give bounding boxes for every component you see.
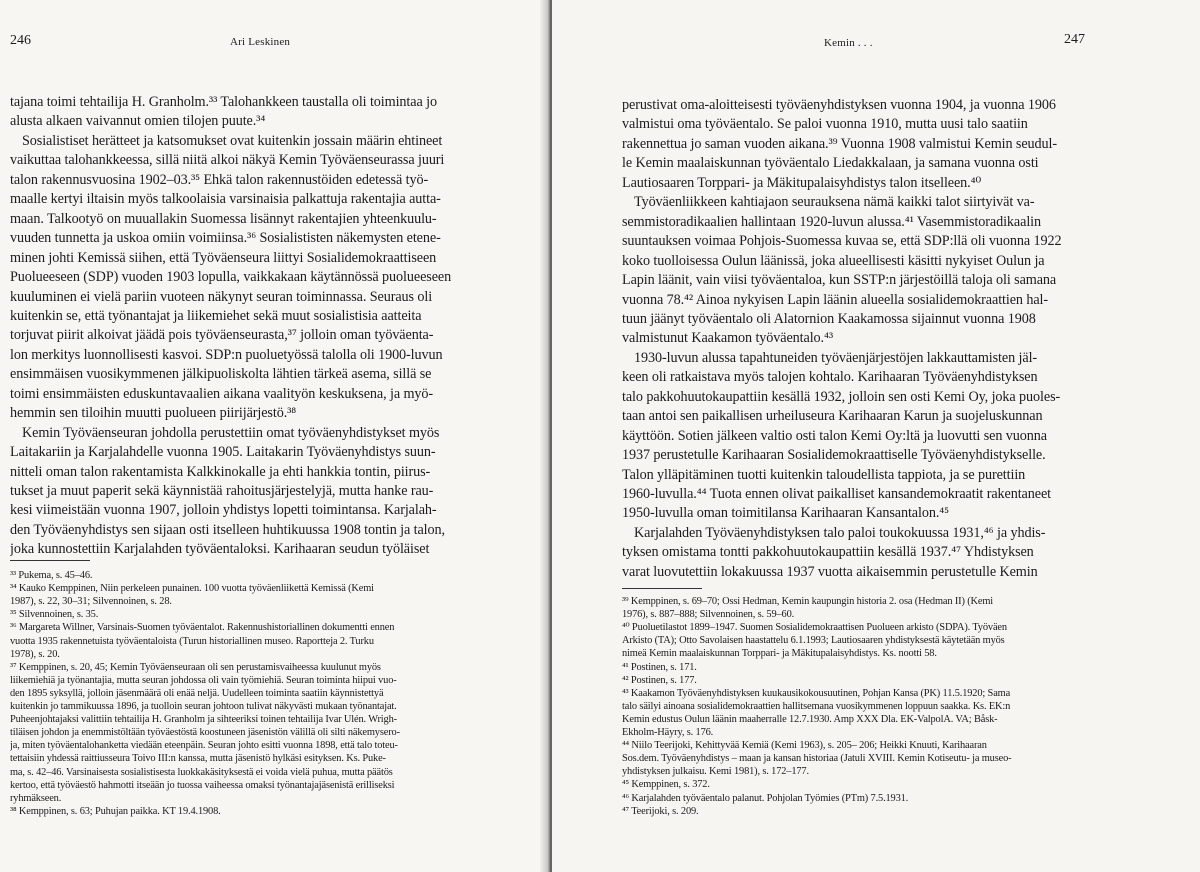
body-line: taan antoi sen paikallisen urheiluseura Karihaaran Karun ja suojeluskunnan — [622, 408, 1043, 425]
body-line: kuitenkin se, että työnantajat ja liikemiehet sekä muut sosialistisia aatteita — [10, 307, 422, 324]
body-line: maan. Talkootyö on muuallakin Suomessa lisännyt rakentajien yhteenkuulu- — [10, 210, 437, 227]
footnote-line: liikemiehiä ja työnantajia, mutta seuran johdossa oli vain työmiehiä. Seuran toiminta hiipui vuo- — [10, 674, 397, 686]
footnote-line: ⁴¹ Postinen, s. 171. — [622, 661, 697, 673]
body-line: vaikuttaa talohankkeessa, sillä niitä alkoi näkyä Kemin Työväenseurassa juuri — [10, 152, 445, 169]
page-number: 246 — [10, 33, 31, 48]
body-line: Kemin Työväenseuran johdolla perustettiin omat työväenyhdistykset myös — [22, 424, 440, 441]
footnote-line: Kemin edustus Oulun läänin maaherralle 12.7.1930. Amp XXX Dla. EK-ValpolA. VA; Båsk- — [622, 713, 998, 725]
footnote-line: vuotta 1935 rakennetuista työväentaloista (Turun historiallinen museo. Raportteja 2. Turku — [10, 635, 374, 647]
body-line: Talon ylläpitäminen tuotti kuitenkin taloudellista tappiota, ja se purettiin — [622, 466, 1026, 483]
body-line: alusta alkaen vaivannut omien tilojen puute.³⁴ — [10, 113, 266, 130]
footnote-line: ⁴² Postinen, s. 177. — [622, 674, 697, 686]
footnote-line: ³⁴ Kauko Kemppinen, Niin perkeleen punainen. 100 vuotta työväenliikettä Kemissä (Kemi — [10, 583, 374, 595]
footnote-line: ⁴⁵ Kemppinen, s. 372. — [622, 779, 710, 791]
body-line: Laitakariin ja Karjalahdelle vuonna 1905. Laitakarin Työväenyhdistys suun- — [10, 444, 436, 461]
right-page — [552, 0, 1200, 872]
body-line: valmistunut Kaakamon työväentalo.⁴³ — [622, 330, 833, 347]
footnote-line: Ekholm-Häyry, s. 176. — [622, 727, 714, 738]
footnote-line: nimeä Kemin maalaiskunnan Torppari- ja Mäkitupalaisyhdistys. Ks. nootti 58. — [622, 648, 937, 660]
body-line: tukset ja muut paperit sekä käynnistää rahoitusjärjestelyjä, mutta hanke rau- — [10, 483, 434, 499]
footnote-line: ³⁶ Margareta Willner, Varsinais-Suomen työväentalot. Rakennushistoriallinen dokumentti ennen — [10, 622, 395, 634]
footnote-rule — [622, 588, 702, 589]
body-line: 1930-luvun alussa tapahtuneiden työväenjärjestöjen lakkauttamisten jäl- — [634, 349, 1038, 366]
body-line: torjuvat piirit alkoivat jäädä pois työväenseurasta,³⁷ jolloin oman työväenta- — [10, 327, 434, 344]
footnote-line: kuitenkin jo tammikuussa 1896, ja tuolloin seuran johtoon tulivat näkyvästi mukaan työnantajat. — [10, 701, 397, 712]
body-line: tuun jäänyt työväentalo oli Alatornion Kaakamossa sijainnut vuonna 1908 — [622, 310, 1036, 327]
footnote-line: tiläisen johdon ja enemmistöltään työväestöstä koostuneen jäsenistön välillä oli silti näkemyserо- — [10, 727, 400, 739]
body-line: Sosialistiset herätteet ja katsomukset ovat kuitenkin jossain määrin ehtineet — [22, 132, 443, 149]
body-line: le Kemin maalaiskunnan työväentalo Liedakkalaan, ja samana vuonna osti — [622, 155, 1039, 172]
body-line: Työväenliikkeen kahtiajaon seurauksena nämä kaikki talot siirtyivät va- — [634, 194, 1035, 211]
footnote-rule — [10, 560, 90, 561]
body-line: koko tuolloisessa Oulun läänissä, joka alueellisesti käsitti nykyiset Oulun ja — [622, 252, 1045, 269]
body-line: vuonna 78.⁴² Ainoa nykyisen Lapin läänin alueella sosialidemokraattien hal- — [622, 291, 1049, 308]
body-line: 1937 perustetulle Karihaaran Sosialidemokraattiselle Työväenyhdistykselle. — [622, 447, 1046, 464]
footnote-line: ryhmäkseen. — [10, 792, 62, 804]
body-line: toimi ensimmäisten eduskuntavaalien aikana vaalityön keskuksena, ja myö- — [10, 385, 434, 402]
left-page — [0, 0, 548, 872]
body-line: talon rakennusvuosina 1902–03.³⁵ Ehkä talon rakennustöiden edetessä työ- — [10, 171, 429, 188]
body-line: kuuluminen ei vielä pariin vuoteen näkynyt seuran toiminnassa. Seuraus oli — [10, 288, 433, 305]
footnote-line: kertoo, että työväestö hahmotti itseään jo tuossa vaiheessa omaksi työnantajajäsenistä erilliseksi — [10, 779, 395, 791]
running-head: Kemin . . . — [824, 37, 873, 49]
body-line: ensimmäisen vuosikymmenen jälkipuoliskolta lähtien tärkeä asema, sillä se — [10, 366, 432, 383]
body-line: valmistui oma työväentalo. Se paloi vuonna 1910, mutta uusi talo saatiin — [622, 116, 1028, 133]
body-line: maalle kertyi iltaisin myös talkoolaisia varsinaisia palkattuja rakentajia autta- — [10, 191, 441, 208]
body-line: hemmin sen tiloihin muutti puolueen piirijärjestö.³⁸ — [10, 405, 297, 422]
body-line: Puolueeseen (SDP) vuoden 1903 lopulla, vaikkakaan käytännössä puolueeseen — [10, 269, 452, 286]
footnote-line: 1976), s. 887–888; Silvennoinen, s. 59–60. — [622, 609, 795, 621]
body-line: kesi viimeistään vuonna 1907, jolloin yhdistys lopetti toimintansa. Karjalah- — [10, 502, 437, 519]
body-line: 1960-luvulla.⁴⁴ Tuota ennen olivat paikalliset kansandemokraatit rakentaneet — [622, 486, 1051, 502]
footnote-line: yhdistyksen julkaisu. Kemi 1981), s. 172–177. — [622, 766, 809, 778]
body-line: Lautiosaaren Torppari- ja Mäkitupalaisyhdistys talon itselleen.⁴⁰ — [622, 174, 982, 191]
footnote-line: ³⁵ Silvennoinen, s. 35. — [10, 609, 99, 621]
body-line: joka kunnostettiin Karjalahden työväentaloksi. Karihaaran seudun työläiset — [10, 541, 430, 558]
body-line: käyttöön. Sotien jälkeen valtio osti talon Kemi Oy:ltä ja luovutti sen vuonna — [622, 427, 1047, 444]
footnote-line: Arkisto (TA); Otto Savolaisen haastattelu 6.1.1993; Lautiosaaren yhdistyksestä käytetään myös — [622, 635, 1005, 647]
footnote-line: talo säilyi ainoana sosialidemokraattien hallitsemana vuosikymmenen loppuun saakka. Ks. EK:n — [622, 700, 1011, 712]
body-line: talo pakkohuutokaupattiin kesällä 1932, jolloin sen osti Kemi Oy, joka puoles- — [622, 388, 1061, 405]
body-line: lon merkitys luonnollisesti kasvoi. SDP:n puoluetyössä talolla oli 1900-luvun — [10, 346, 443, 363]
footnote-line: den 1895 syksyllä, jolloin jäsenmäärä oli enää neljä. Uudelleen toiminta saatiin käynnistettyä — [10, 687, 384, 699]
body-line: tyksen omistama tontti pakkohuutokaupattiin kesällä 1937.⁴⁷ Yhdistyksen — [622, 544, 1034, 561]
body-line: Karjalahden Työväenyhdistyksen talo paloi toukokuussa 1931,⁴⁶ ja yhdis- — [634, 524, 1046, 541]
footnote-line: 1987), s. 22, 30–31; Silvennoinen, s. 28. — [10, 596, 172, 608]
body-line: den Työväenyhdistys sen sijaan osti itselleen huhtikuussa 1908 tontin ja talon, — [10, 521, 445, 538]
body-line: tajana toimi tehtailija H. Granholm.³³ Talohankkeen taustalla oli toimintaa jo — [10, 94, 437, 110]
body-line: perustivat oma-aloitteisesti työväenyhdistyksen vuonna 1904, ja vuonna 1906 — [622, 97, 1056, 113]
body-line: keen oli ratkaistava myös talojen kohtalo. Karihaaran Työväenyhdistyksen — [622, 369, 1038, 386]
footnote-line: ³⁷ Kemppinen, s. 20, 45; Kemin Työväenseuraan oli sen perustamisvaiheessa kuulunut myös — [10, 661, 381, 673]
running-head: Ari Leskinen — [230, 36, 291, 48]
body-line: Lapin läänit, vain viisi työväentaloa, kun SSTP:n järjestöillä taloja oli samana — [622, 272, 1057, 289]
body-line: nitteli oman talon rakentamista Kalkkinokalle ja ehti hankkia tontin, piirus- — [10, 463, 431, 480]
footnote-line: ⁴⁶ Karjalahden työväentalo palanut. Pohjolan Työmies (PTm) 7.5.1931. — [622, 792, 909, 804]
body-line: rakennettua jo saman vuoden aikana.³⁹ Vuonna 1908 valmistui Kemin seudul- — [622, 135, 1057, 152]
footnote-line: 1978), s. 20. — [10, 648, 60, 660]
body-line: varat luovutettiin lokakuussa 1937 vuotta aikaisemmin perustetulle Kemin — [622, 563, 1038, 580]
footnote-line: ⁴⁴ Niilo Teerijoki, Kehittyvää Kemiä (Kemi 1963), s. 205– 206; Heikki Knuuti, Karihaaran — [622, 740, 987, 752]
footnote-line: ⁴³ Kaakamon Työväenyhdistyksen kuukausikokousuutinen, Pohjan Kansa (PK) 11.5.1920; Sama — [622, 687, 1011, 699]
footnote-line: ³³ Pukema, s. 45–46. — [10, 570, 93, 581]
footnote-line: Sos.dem. Työväenyhdistys – maan ja kansan historiaa (Jatuli XVIII. Kemin Kotiseutu- ja museo- — [622, 753, 1012, 765]
page-number: 247 — [1064, 32, 1085, 47]
footnote-line: ⁴⁷ Teerijoki, s. 209. — [622, 805, 699, 817]
footnote-line: Puheenjohtajaksi valittiin tehtailija H. Granholm ja sihteeriksi toinen tehtailija Ivar Ulén. Wrigh- — [10, 714, 397, 726]
body-line: 1950-luvulla oman toimitilansa Karihaaran Kansantalon.⁴⁵ — [622, 505, 949, 522]
footnote-line: ³⁸ Kemppinen, s. 63; Puhujan paikka. KT 19.4.1908. — [10, 805, 221, 817]
footnote-line: ja, miten työväentalohanketta viedään eteenpäin. Seuran johto esitti vuonna 1898, että talo toteu- — [10, 740, 398, 752]
footnote-line: ⁴⁰ Puoluetilastot 1899–1947. Suomen Sosialidemokraattisen Puolueen arkisto (SDPA). Työväen — [622, 622, 1007, 634]
body-line: semmistoradikaalien hallintaan 1920-luvun alussa.⁴¹ Vasemmistoradikaalin — [622, 213, 1041, 230]
body-line: minen johti Kemissä siihen, että Työväenseura liittyi Sosialidemokraattiseen — [10, 249, 437, 266]
body-line: suuntauksen voimaa Pohjois-Suomessa kuvaa se, että SDP:llä oli vuonna 1922 — [622, 233, 1062, 250]
body-line: vuuden tunnetta ja uskoa omiin voimiinsa.³⁶ Sosialististen näkemysten etene- — [10, 230, 441, 247]
footnote-line: ma, s. 42–46. Varsinaisesta sosialistisesta luokkakäsityksestä ei voida vielä puhua, mutta päätös — [10, 766, 393, 778]
footnote-line: tettaisiin yhdessä raittiusseura Toivo III:n kanssa, mutta jäsenistö hylkäsi esityksen. Ks. Puke- — [10, 753, 386, 765]
footnote-line: ³⁹ Kemppinen, s. 69–70; Ossi Hedman, Kemin kaupungin historia 2. osa (Hedman II) (Kemi — [622, 596, 994, 607]
